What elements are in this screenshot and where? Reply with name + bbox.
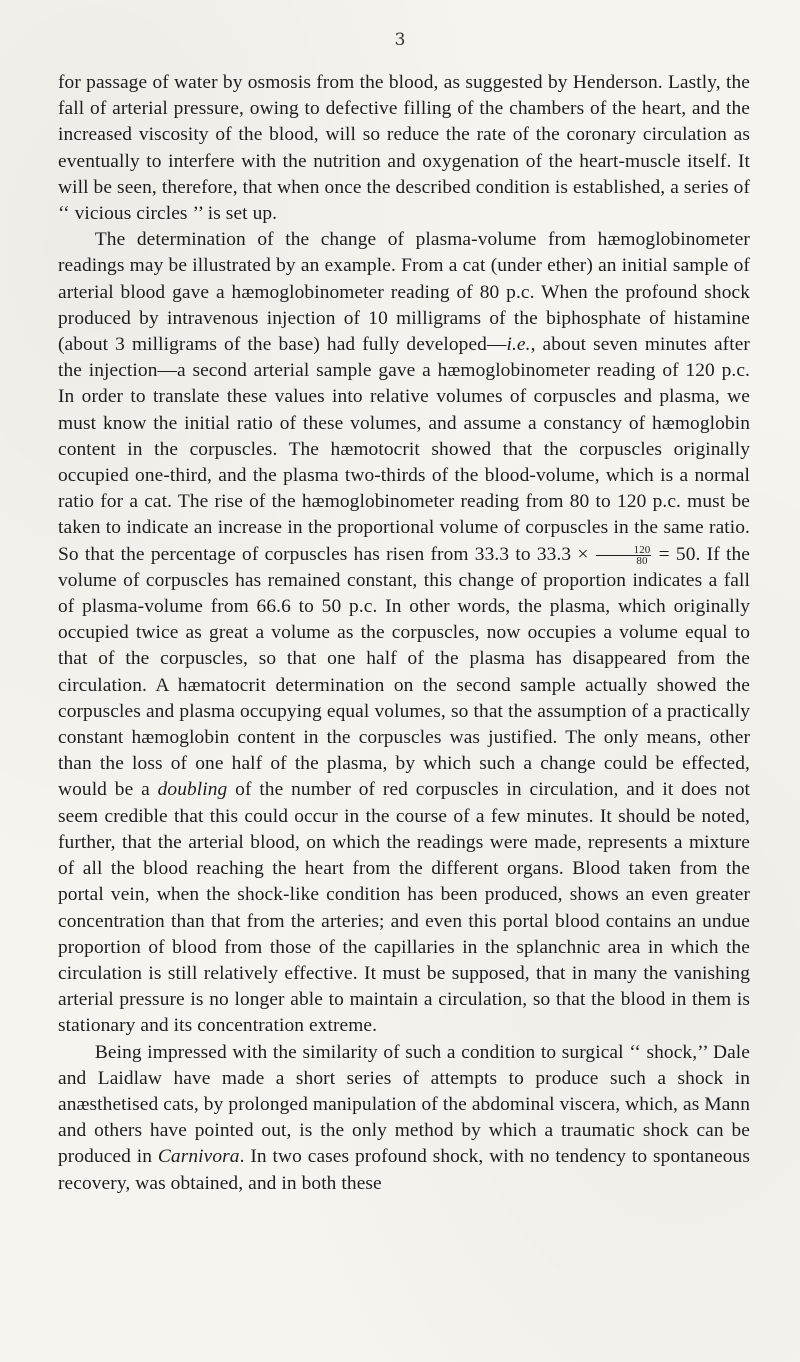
italic-text: Carnivora bbox=[157, 1146, 240, 1168]
paragraph bbox=[58, 227, 750, 1039]
text-run: . In two cases profound shock, with no tendency to spontaneous recovery, was obtained, and in both these bbox=[58, 1146, 751, 1194]
fraction-numerator: 120 bbox=[596, 545, 652, 556]
paragraph bbox=[58, 70, 750, 227]
text-run: of the number of red corpuscles in circulation, and it does not seem credible that this could occur in the course of a few minutes. It should be noted, further, that the arterial blood, on which the readings were made, represents a mixture of all the blood reaching the heart from the different organs. Blood taken from the portal vein, when the shock-like condition has been produced, shows an even greater concentration than that from the arteries; and even this portal blood contains an undue proportion of blood from those of the capillaries in the splanchnic area in which the circulation is still relatively effective. It must be supposed, that in many the vanishing arterial pressure is no longer able to maintain a circulation, so that the blood in them is stationary and its concentration extreme. bbox=[58, 779, 750, 1037]
italic-text: doubling bbox=[157, 779, 228, 801]
paragraph bbox=[58, 1040, 750, 1197]
fraction-denominator: 80 bbox=[636, 554, 648, 567]
body-text bbox=[58, 70, 750, 1197]
text-run: Being impressed with the similarity of such a condition to surgical ‘‘ shock,’’ Dale and Laidlaw have made a short series of attempts to produce such a shock in anæsthetised cats, by prolonged manipulation of the abdominal viscera, which, as Mann and others have pointed out, is the only method by which a traumatic shock can be produced in bbox=[58, 1041, 750, 1168]
text-run: The determination of the change of plasma-volume from hæmoglobinometer readings may be illustrated by an example. From a cat (under ether) an initial sample of arterial blood gave a hæmoglobinometer reading of 80 p.c. When the profound shock produced by intravenous injection of 10 milligrams of the biphosphate of histamine (about 3 milligrams of the base) had fully developed— bbox=[58, 229, 750, 356]
page-number: 3 bbox=[394, 30, 406, 50]
text-run: = 50. If the volume of corpuscles has remained constant, this change of proportion indicates a fall of plasma-volume from 66.6 to 50 p.c. In other words, the plasma, which originally occupied twice as great a volume as the corpuscles, now occupies a volume equal to that of the corpuscles, so that one half of the plasma has disappeared from the circulation. A hæmatocrit determination on the second sample actually showed the corpuscles and plasma occupying equal volumes, so that the assumption of a practically constant hæmoglobin content in the corpuscles was justified. The only means, other than the loss of one half of the plasma, by which such a change could be effected, would be a bbox=[58, 543, 751, 801]
text-run: , about seven minutes after the injection—a second arterial sample gave a hæmoglobinometer reading of 120 p.c. In order to translate these values into relative volumes of corpuscles and plasma, we must know the initial ratio of these volumes, and assume a constancy of hæmoglobin content in the corpuscles. The hæmotocrit showed that the corpuscles originally occupied one-third, and the plasma two-thirds of the blood-volume, which is a normal ratio for a cat. The rise of the hæmoglobinometer reading from 80 to 120 p.c. must be taken to indicate an increase in the proportional volume of corpuscles in the same ratio. So that the percentage of corpuscles has risen from 33.3 to 33.3 × bbox=[58, 334, 750, 565]
inline-fraction bbox=[596, 545, 652, 566]
text-run: for passage of water by osmosis from the blood, as suggested by Henderson. Lastly, the fall of arterial pressure, owing to defective filling of the chambers of the heart, and the increased viscosity of the blood, will so reduce the rate of the coronary circulation as eventually to interfere with the nutrition and oxygenation of the heart-muscle itself. It will be seen, therefore, that when once the described condition is established, a series of ‘‘ vicious circles ’’ is set up. bbox=[58, 72, 750, 225]
italic-text: i.e. bbox=[506, 334, 531, 356]
